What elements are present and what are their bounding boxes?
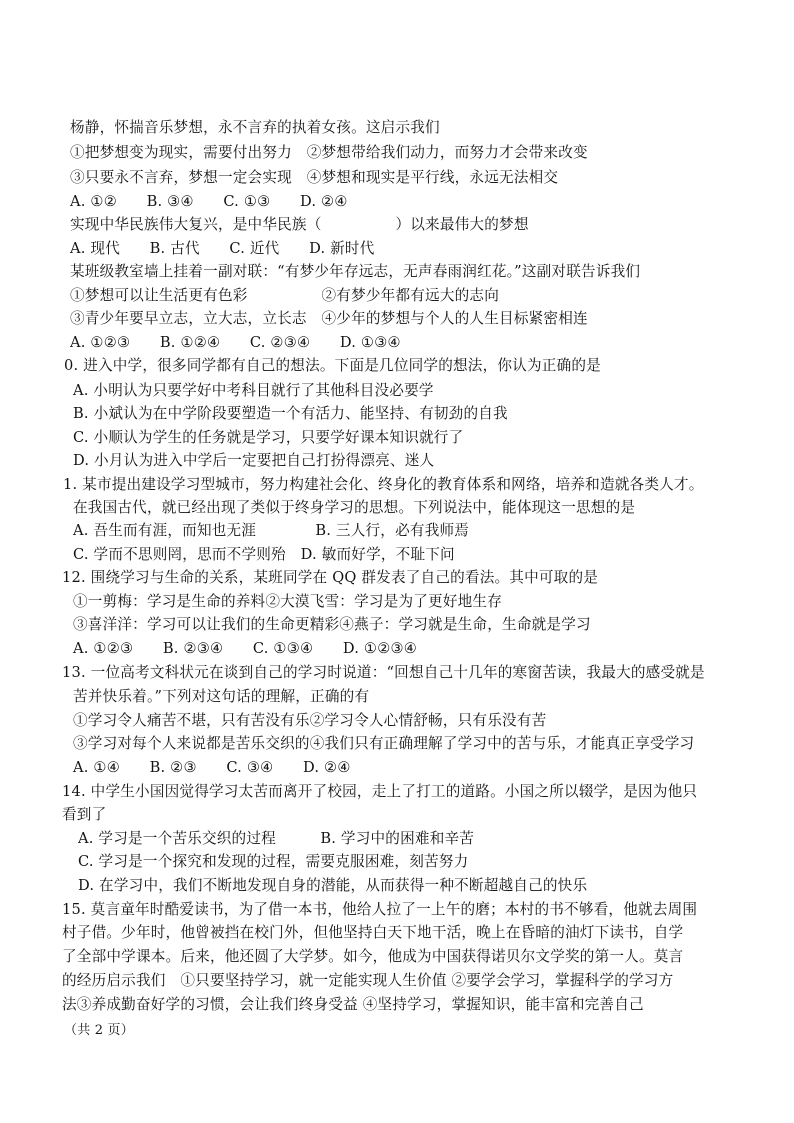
q-text-line: 村子借。少年时，他曾被挡在校门外，但他坚持白天下地干活，晚上在昏暗的油灯下读书，自学 [62, 924, 684, 941]
q-choice-line: A. 吾生而有涯，而知也无涯 B. 三人行，必有我师焉 [73, 522, 470, 539]
q-text-line: 苦并快乐着。”下列对这句话的理解，正确的有 [73, 688, 370, 705]
q-text-line: 14. 中学生小国因觉得学习太苦而离开了校园，走上了打工的道路。小国之所以辍学，是因为他只 [62, 783, 698, 800]
q-choice-line: A. ①②③ B. ①②④ C. ②③④ D. ①③④ [70, 334, 401, 351]
q-text-line: 了全部中学课本。后来，他还圆了大学梦。如今，他成为中国获得诺贝尔文学奖的第一人。莫言 [62, 948, 684, 965]
q-choice-line: C. 学习是一个探究和发现的过程，需要克服困难，刻苦努力 [78, 853, 469, 870]
q-text-line: 的经历启示我们 ①只要坚持学习，就一定能实现人生价值 ②要学会学习，掌握科学的学习方 [62, 972, 674, 989]
q-choice-line: C. 学而不思则罔，思而不学则殆 D. 敏而好学，不耻下问 [73, 546, 455, 563]
q-option-line: ①梦想可以让生活更有色彩 ②有梦少年都有远大的志向 [70, 287, 500, 304]
page-footer: （共 2 页） [64, 1023, 134, 1038]
q-text-line: 15. 莫言童年时酷爱读书，为了借一本书，他给人拉了一上午的磨；本村的书不够看，他就去周围 [62, 901, 698, 918]
q-option-line: ③只要永不言弃，梦想一定会实现 ④梦想和现实是平行线，永远无法相交 [70, 169, 559, 186]
q-choice-line: A. 现代 B. 古代 C. 近代 D. 新时代 [70, 240, 375, 257]
q-text-line: 法③养成勤奋好学的习惯，会让我们终身受益 ④坚持学习，掌握知识，能丰富和完善自己 [62, 996, 644, 1013]
q-choice-line: D. 在学习中，我们不断地发现自身的潜能，从而获得一种不断超越自己的快乐 [78, 877, 588, 894]
q-text-line: 13. 一位高考文科状元在谈到自己的学习时说道：“回想自己十几年的寒窗苦读，我最大的感受就是 [62, 664, 705, 681]
q-option-line: ①一剪梅：学习是生命的养料②大漠飞雪：学习是为了更好地生存 [73, 593, 503, 610]
q-choice-line: A. 学习是一个苦乐交织的过程 B. 学习中的困难和辛苦 [78, 830, 475, 847]
q-text-line: 1. 某市提出建设学习型城市，努力构建社会化、终身化的教育体系和网络，培养和造就各类人才。 [63, 476, 704, 493]
q-choice-line: A. ①② B. ③④ C. ①③ D. ②④ [70, 193, 348, 210]
q-text-line: 杨静，怀揣音乐梦想，永不言弃的执着女孩。这启示我们 [70, 119, 440, 136]
q-text-line: 在我国古代，就已经出现了类似于终身学习的思想。下列说法中，能体现这一思想的是 [73, 499, 636, 516]
q-text-line: 0. 进入中学，很多同学都有自己的想法。下面是几位同学的想法，你认为正确的是 [64, 357, 601, 374]
q-option-line: ①学习令人痛苦不堪，只有苦没有乐②学习令人心情舒畅，只有乐没有苦 [73, 712, 547, 729]
q-option-line: ①把梦想变为现实，需要付出努力 ②梦想带给我们动力，而努力才会带来改变 [70, 144, 588, 161]
q-choice-line: A. ①②③ B. ②③④ C. ①③④ D. ①②③④ [73, 640, 418, 657]
q-text-line: 某班级教室墙上挂着一副对联：“有梦少年存远志，无声春雨润红花。”这副对联告诉我们 [70, 263, 641, 280]
q-text-line: 看到了 [62, 806, 107, 823]
q-option-line: ③喜洋洋：学习可以让我们的生命更精彩④燕子：学习就是生命，生命就是学习 [73, 616, 591, 633]
q-choice-line: D. 小月认为进入中学后一定要把自己打扮得漂亮、迷人 [73, 452, 435, 469]
q-option-line: ③青少年要早立志，立大志，立长志 ④少年的梦想与个人的人生目标紧密相连 [70, 310, 588, 327]
q-choice-line: A. ①④ B. ②③ C. ③④ D. ②④ [73, 759, 351, 776]
q-option-line: ③学习对每个人来说都是苦乐交织的④我们只有正确理解了学习中的苦与乐，才能真正享受学习 [73, 735, 695, 752]
q-choice-line: C. 小顺认为学生的任务就是学习，只要学好课本知识就行了 [73, 429, 464, 446]
q-choice-line: A. 小明认为只要学好中考科目就行了其他科目没必要学 [73, 382, 434, 399]
q-text-line: 实现中华民族伟大复兴，是中华民族（ ）以来最伟大的梦想 [70, 216, 529, 233]
q-choice-line: B. 小斌认为在中学阶段要塑造一个有活力、能坚持、有韧劲的自我 [73, 405, 508, 422]
q-text-line: 12. 围绕学习与生命的关系，某班同学在 QQ 群发表了自己的看法。其中可取的是 [62, 569, 599, 586]
